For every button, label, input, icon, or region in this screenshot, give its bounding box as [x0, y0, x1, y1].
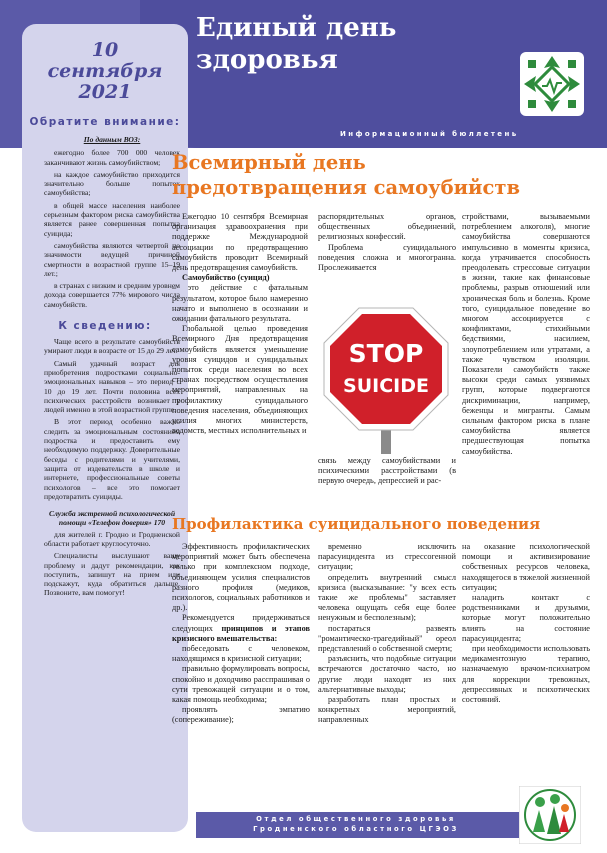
- section1-title: [172, 150, 592, 200]
- specialists-text: Специалисты выслушают вашу проблему и дадут рекомендации, как поступить, запишут на прием или подскажут, куда обратиться дальше. Позвоните, вам помогут!: [44, 551, 180, 598]
- principle-item: разработать план простых и конкретных мероприятий, направленных: [318, 695, 456, 725]
- hotline-text: для жителей г. Гродно и Гродненской области работает круглосуточно.: [44, 529, 180, 548]
- green-ornament-icon: [520, 52, 584, 116]
- bulletin-label: Информационный бюллетень: [340, 130, 519, 138]
- attention-heading: Обратите внимание:: [29, 116, 181, 128]
- principle-item: при необходимости использовать медикаментозную терапию, назначаемую врачом-психиатром для коррекции тревожных, депрессивных и психотических состояний.: [462, 644, 590, 705]
- who-item: самоубийства являются четвертой по значимости ведущей причиной смертности в возрастной группе 15–19 лет.;: [44, 240, 180, 278]
- hotline-title: Служба экстренной психологической помощи «Телефон доверия» 170: [48, 509, 176, 528]
- principle-item: правильно формулировать вопросы, спокойно и доходчиво расспрашивая о сути тревожащей ситуации и о том, какая помощь необходима;: [172, 664, 310, 705]
- green-people-logo-icon: [519, 786, 581, 844]
- section1-paragraph: – это действие с фатальным результатом, которое было намеренно начато и выполнено в осознании и ожидании фатального результата.: [172, 283, 308, 324]
- who-item: ежегодно более 700 000 человек заканчивают жизнь самоубийством;: [44, 148, 180, 167]
- section1-col3: [462, 212, 590, 457]
- title-line-1: Единый день: [196, 13, 397, 43]
- section1-col2-top: [318, 212, 456, 273]
- principle-item: разъяснить, что подобные ситуации встречаются достаточно часто, но другие люди находят из них альтернативные выходы;: [318, 654, 456, 694]
- section1-paragraph: Глобальной целью проведения Всемирного Дня предотвращения самоубийств является уменьшение уровня суицидов и суицидальных попыток среди населения во всех странах посредством осуществления мероприятий, направленных на профилактику суицидального поведения населения, объединяющих усилия многих министерств, ведомств, местных исполнительных и: [172, 324, 308, 436]
- section1-col2-bottom: [318, 456, 456, 487]
- sign-text-stop: STOP: [348, 339, 424, 368]
- section2-paragraph: Эффективность профилактических мероприятий может быть обеспечена только при комплексном подходе, объединяющем усилия специалистов разного профиля (медиков, психологов, социальных работников и др.).: [172, 542, 310, 613]
- sign-text-suicide: SUICIDE: [343, 375, 429, 397]
- who-item: в общей массе населения наиболее серьезным фактором риска самоубийства является ранее совершенная попытка суицида;: [44, 200, 180, 238]
- principle-item: на оказание психологической помощи и активизирование собственных ресурсов человека, находящегося в тяжелой жизненной ситуации;: [462, 542, 590, 592]
- principle-item: определить внутренний смысл кризиса (высказывание: "у всех есть такие же проблемы" заставляет человека ощущать себя еще более ненужным и бесполезным);: [318, 572, 456, 623]
- principle-item: постараться развеять "романтическо-трагедийный" ореол представлений о собственной смерти;: [318, 623, 456, 654]
- title-line-2: здоровья: [196, 45, 338, 75]
- section2-title: Профилактика суицидального поведения: [172, 515, 541, 533]
- footer-logo: [519, 786, 581, 844]
- info-paragraph: Чаще всего в результате самоубийств умирают люди в возрасте от 15 до 29 лет.: [44, 337, 180, 356]
- section1-paragraph: Ежегодно 10 сентября Всемирная организация здравоохранения при поддержке Международной ассоциации по предотвращению самоубийств проводит Всемирный день предотвращения самоубийств.: [172, 212, 308, 273]
- who-item: в странах с низким и средним уровнем дохода совершается 77% мирового числа самоубийств.: [44, 281, 180, 309]
- principle-item: наладить контакт с родственниками и друзьями, которые могут положительно влиять на состояние парасуицидента;: [462, 593, 590, 643]
- section2-col2: [318, 542, 456, 726]
- section1-title-line-1: Всемирный день: [172, 151, 366, 174]
- footer-text: [196, 814, 516, 834]
- section1-paragraph: распорядительных органов, общественных объединений, религиозных конфессий.: [318, 212, 456, 242]
- section2-col3: [462, 542, 590, 705]
- date-year: 2021: [78, 81, 132, 103]
- info-heading: К сведению:: [58, 320, 152, 333]
- ornament-logo: [520, 52, 584, 116]
- footer-line-2: Гродненского областного ЦГЭОЗ: [253, 825, 459, 833]
- stop-sign-icon: [320, 304, 452, 454]
- section1-paragraph: связь между самоубийствами и психическими расстройствами (в первую очередь, депрессией и рас-: [318, 456, 456, 486]
- principle-item: временно исключить парасуицидента из стрессогенной ситуации;: [318, 542, 456, 572]
- info-paragraph: В этот период особенно важно следить за эмоциональным состоянием подростка и предоставить ему необходимую поддержку. Доверительные беседы с родителями и учителями, защита от издевательств в школе и интернете, профессиональные советы психологов – все это помогает предотвратить суициды.: [44, 417, 180, 501]
- page-title: [196, 12, 496, 76]
- sidebar: [22, 24, 188, 832]
- stop-suicide-sign: [320, 304, 452, 454]
- section2-col1: [172, 542, 310, 726]
- section2-paragraph: Рекомендуется придерживаться следующих: [172, 613, 310, 633]
- footer-line-1: Отдел общественного здоровья: [256, 815, 456, 823]
- section1-title-line-2: предотвращения самоубийств: [172, 176, 521, 199]
- section1-col1: [172, 212, 308, 436]
- principle-item: побеседовать с человеком, находящимся в кризисной ситуации;: [172, 644, 310, 664]
- info-paragraph: Самый удачный возраст для приобретения подростками социально-эмоциональных навыков – это период с 10 до 19 лет. Почти половина всех психических расстройств возникает у людей именно в этой возрастной группе.: [44, 358, 180, 415]
- section1-paragraph: Проблема суицидального поведения сложна и многогранна. Прослеживается: [318, 242, 456, 273]
- section1-paragraph: стройствами, вызываемыми потреблением алкоголя), многие самоубийства совершаются импульсивно в моменты кризиса, когда утрачивается способность преодолевать стрессовые ситуации в жизни, такие как финансовые проблемы, разрыв отношений или хроническая боль и болезнь. Кроме того, суицидальное поведение во многом ассоциируется с конфликтами, стихийными бедствиями, насилием, злоупотреблением или утратами, а также чувством изоляции. Показатели самоубийств также высоки среди самых уязвимых групп, которые подвергаются дискриминации, например, беженцы и мигранты. Самым сильным фактором риска в плане самоубийства является предшествующая попытка самоубийства.: [462, 212, 590, 456]
- term-suicide: Самоубийство (суицид): [182, 273, 270, 283]
- date-month: сентября: [47, 60, 163, 82]
- who-item: на каждое самоубийство приходится значительно больше попыток самоубийства;: [44, 169, 180, 198]
- issue-date: [22, 40, 188, 103]
- date-day: 10: [91, 39, 119, 61]
- principle-item: проявлять эмпатию (сопереживание);: [172, 705, 310, 725]
- who-heading: По данным ВОЗ:: [83, 135, 141, 144]
- principles-term: принципов и этапов кризисного вмешательства:: [172, 623, 310, 643]
